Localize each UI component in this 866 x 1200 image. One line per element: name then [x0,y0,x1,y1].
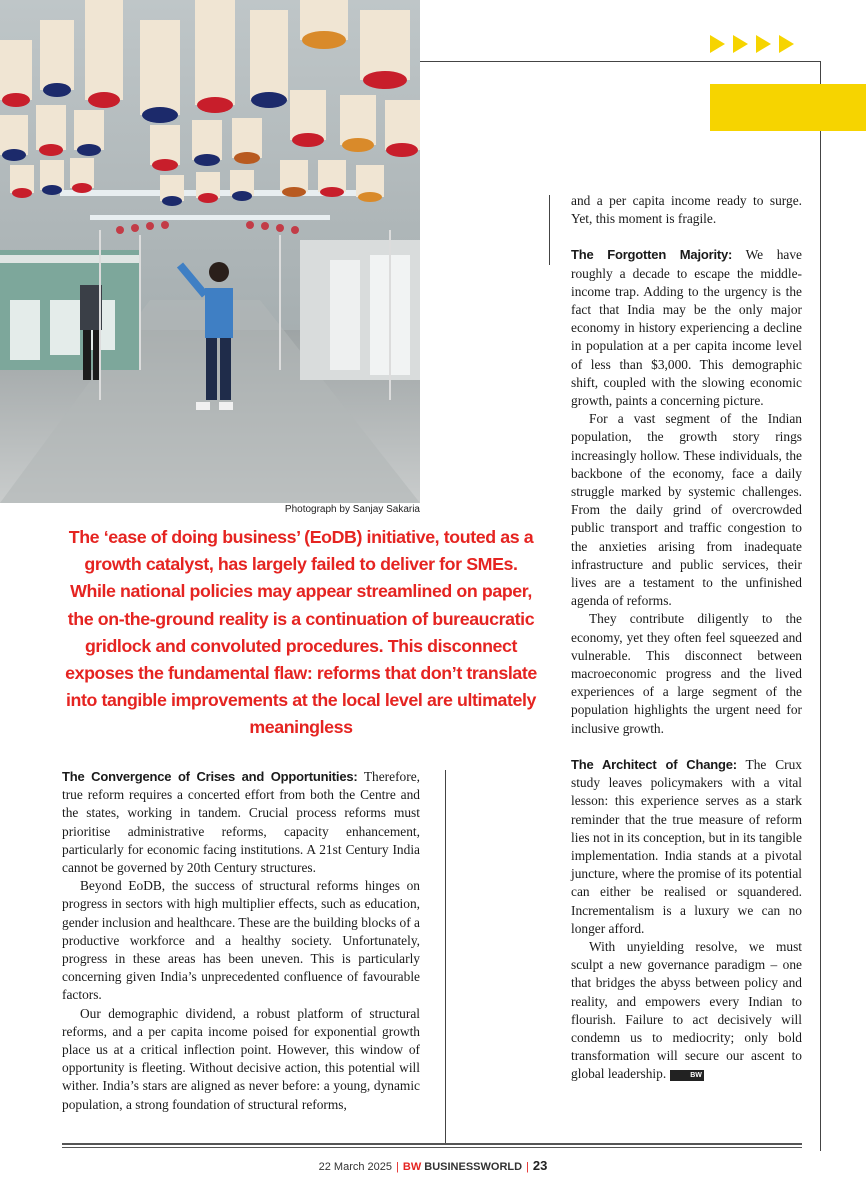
end-mark: BW [670,1070,704,1081]
paragraph [571,246,802,410]
article-column-left [62,768,420,1114]
pull-quote: The ‘ease of doing business’ (EoDB) initiative, touted as a growth catalyst, has largely failed to deliver for SMEs. While national policies may appear streamlined on paper, the on-the-ground reality is a continuation of bureaucratic gridlock and convoluted procedures. This disconnect exposes the fundamental flaw: reforms that don’t translate into tangible improvements at the local level are ultimately meaningless [65,527,537,738]
page-footer [0,1158,866,1173]
paragraph: Our demographic dividend, a robust platform of structural reforms, and a per capita income poised for exponential growth place us at a critical inflection point. However, this window of opportunity is fleeting. Without decisive action, this potential will wither. India’s stars are aligned as never before: a young, dynamic population, a strong foundation of structural reforms, [62,1005,420,1112]
arrow-right-icon [756,35,771,53]
right-margin-rule [820,61,821,1151]
photo-credit: Photograph by Sanjay Sakaria [284,504,420,515]
decorative-arrows [710,35,794,53]
paragraph: For a vast segment of the Indian population, the growth story rings increasingly hollow. These individuals, the backbone of the economy, face a daily struggle marked by systemic challenges. From the daily grind of overcrowded public transport and traffic congestion to the anxieties arising from inadequate infrastructure and public services, their lives are a testament to the unfinished agenda of reforms. [571,411,802,609]
yellow-accent-bar [710,84,866,131]
paragraph: Beyond EoDB, the success of structural reforms hinges on progress in sectors with high multiplier effects, such as education, gender inclusion and healthcare. These are the building blocks of a productive workforce and a healthy society. Unfortunately, progress in these areas has been uneven. This is particularly concerning given India’s unprecedented confluence of favourable factors. [62,878,420,1003]
paragraph [571,756,802,938]
paragraph-text: We have roughly a decade to escape the middle-income trap. Adding to the urgency is the fact that India may be the only major economy in history experiencing a decline in population at a per capita income level of less than $3,000. This demographic shift, coupled with the slowing economic growth, paints a concerning picture. [571,247,802,409]
column-divider-bottom [445,770,446,1145]
section-heading: The Architect of Change: [571,756,737,772]
page-number: 23 [532,1158,548,1173]
arrow-right-icon [733,35,748,53]
paragraph [571,938,802,1084]
paragraph-text: The Crux study leaves policymakers with a vital lesson: this experience serves as a stark reminder that the true measure of reform lies not in its conception, but in its tangible implementation. India stands at a pivotal juncture, where the promise of its potential can either be realised or squandered. Incrementalism is a luxury we can no longer afford. [571,756,802,936]
separator: | [526,1161,529,1173]
footer-rule [62,1143,802,1148]
section-heading: The Forgotten Majority: [571,247,733,263]
arrow-right-icon [710,35,725,53]
paragraph: They contribute diligently to the economy, yet they often feel squeezed and vulnerable. This disconnect between macroeconomic progress and the lived experiences of a large segment of the population highlights the urgent need for inclusive growth. [571,611,802,736]
article-photo [0,0,420,503]
issue-date: 22 March 2025 [318,1161,393,1173]
column-divider-top [549,195,550,265]
publication-name: BW BUSINESSWORLD [402,1161,523,1173]
arrow-right-icon [779,35,794,53]
article-column-right [571,192,802,1084]
factory-illustration [0,0,420,503]
top-divider [420,61,820,62]
section-heading: The Convergence of Crises and Opportunities: [62,769,358,784]
paragraph-text: Therefore, true reform requires a concerted effort from both the Centre and the states, working in tandem. Crucial process reforms must prioritise administrative reforms, capacity enhancement, particularly for economic facing institutions. A 21st Century India cannot be governed by 20th Century structures. [62,769,420,876]
separator: | [396,1161,399,1173]
paragraph-text: With unyielding resolve, we must sculpt a new governance paradigm – one that bridges the abyss between policy and reality, and empowers every Indian to flourish. Failure to act decisively will condemn us to mediocrity; only bold transformation will secure our ascent to global leadership. [571,938,802,1082]
paragraph [62,768,420,877]
paragraph: and a per capita income ready to surge. Yet, this moment is fragile. [571,193,802,227]
